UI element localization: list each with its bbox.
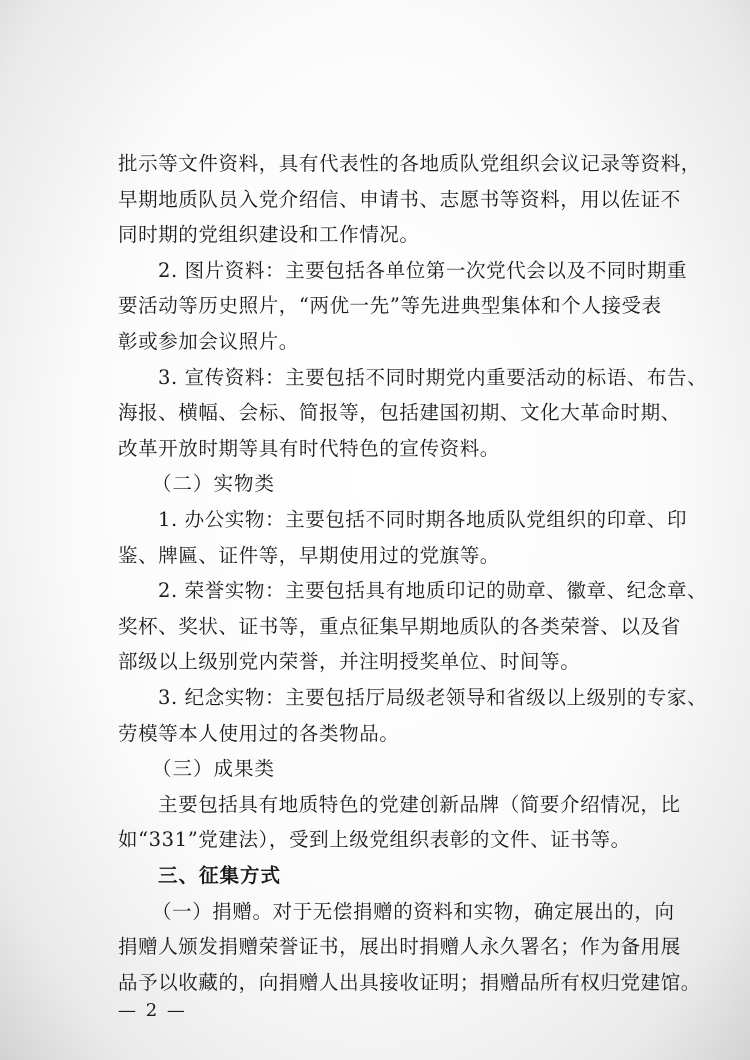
text-line: 批示等文件资料，具有代表性的各地质队党组织会议记录等资料， bbox=[118, 152, 701, 175]
section-heading: （二）实物类 bbox=[152, 472, 276, 495]
text-line-final: 品予以收藏的，向捐赠人出具接收证明；捐赠品所有权归党建馆。 bbox=[118, 971, 701, 994]
text-line: 2. 图片资料：主要包括各单位第一次党代会以及不同时期重 bbox=[158, 259, 688, 282]
text-line: 3. 纪念实物：主要包括厅局级老领导和省级以上级别的专家、 bbox=[158, 686, 708, 709]
chapter-heading: 三、征集方式 bbox=[158, 864, 282, 887]
text-line: （一）捐赠。对于无偿捐赠的资料和实物，确定展出的，向 bbox=[152, 900, 675, 923]
text-line: 劳模等本人使用过的各类物品。 bbox=[118, 722, 400, 745]
text-line: 1. 办公实物：主要包括不同时期各地质队党组织的印章、印 bbox=[158, 508, 688, 531]
section-heading: （三）成果类 bbox=[152, 757, 276, 780]
text-line: 改革开放时期等具有时代特色的宣传资料。 bbox=[118, 437, 500, 460]
text-line: 鉴、牌匾、证件等，早期使用过的党旗等。 bbox=[118, 544, 500, 567]
text-line: 如“331”党建法），受到上级党组织表彰的文件、证书等。 bbox=[118, 828, 631, 851]
text-line: 彰或参加会议照片。 bbox=[118, 330, 299, 353]
text-line: 主要包括具有地质特色的党建创新品牌（简要介绍情况，比 bbox=[158, 793, 681, 816]
text-line: 早期地质队员入党介绍信、申请书、志愿书等资料，用以佐证不 bbox=[118, 188, 681, 211]
text-line: 海报、横幅、会标、简报等，包括建国初期、文化大革命时期、 bbox=[118, 401, 681, 424]
text-line: 2. 荣誉实物：主要包括具有地质印记的勋章、徽章、纪念章、 bbox=[158, 579, 708, 602]
text-line: 3. 宣传资料：主要包括不同时期党内重要活动的标语、布告、 bbox=[158, 366, 708, 389]
page-number: — 2 — bbox=[118, 1000, 187, 1021]
text-line: 部级以上级别党内荣誉，并注明授奖单位、时间等。 bbox=[118, 650, 581, 673]
text-line: 奖杯、奖状、证书等，重点征集早期地质队的各类荣誉、以及省 bbox=[118, 615, 681, 638]
text-line: 捐赠人颁发捐赠荣誉证书，展出时捐赠人永久署名；作为备用展 bbox=[118, 935, 681, 958]
text-line: 要活动等历史照片，“两优一先”等先进典型集体和个人接受表 bbox=[118, 294, 662, 317]
text-line: 同时期的党组织建设和工作情况。 bbox=[118, 223, 420, 246]
